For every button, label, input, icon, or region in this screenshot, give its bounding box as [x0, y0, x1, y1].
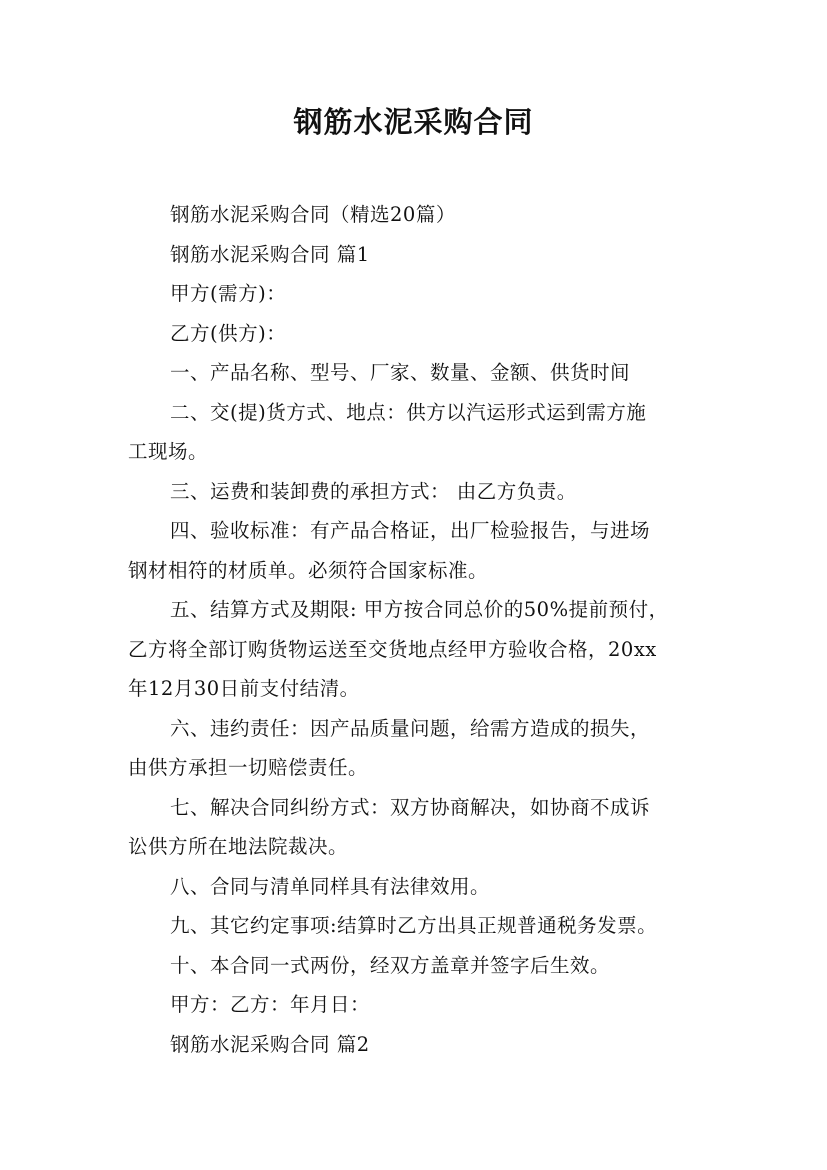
document-title: 钢筋水泥采购合同 — [293, 105, 534, 139]
signature-line: 甲方：乙方：年月日： — [170, 993, 371, 1016]
clause-5-line-3: 年12月30日前支付结清。 — [128, 677, 360, 700]
party-b-line: 乙方(供方)： — [170, 321, 287, 345]
clause-3: 三、运费和装卸费的承担方式： 由乙方负责。 — [170, 479, 577, 503]
clause-1: 一、产品名称、型号、厂家、数量、金额、供货时间 — [170, 361, 631, 384]
clause-2-line-1: 二、交(提)货方式、地点：供方以汽运形式运到需方施 — [170, 400, 647, 424]
section-heading: 钢筋水泥采购合同 篇1 — [170, 242, 370, 266]
document-body — [128, 195, 718, 1064]
clause-6-line-1: 六、违约责任：因产品质量问题，给需方造成的损失， — [170, 716, 651, 740]
clause-5-line-1: 五、结算方式及期限: 甲方按合同总价的50%提前预付， — [170, 598, 669, 621]
clause-2-line-2: 工现场。 — [128, 440, 209, 463]
clause-6-line-2: 由供方承担一切赔偿责任。 — [128, 756, 369, 779]
clause-7-line-1: 七、解决合同纠纷方式：双方协商解决，如协商不成诉 — [170, 795, 651, 819]
clause-4-line-1: 四、验收标准：有产品合格证，出厂检验报告，与进场 — [170, 519, 651, 542]
subtitle-line: 钢筋水泥采购合同（精选20篇） — [170, 203, 456, 226]
clause-10: 十、本合同一式两份，经双方盖章并签字后生效。 — [170, 953, 611, 977]
clause-9: 九、其它约定事项:结算时乙方出具正规普通税务发票。 — [170, 914, 658, 937]
clause-8: 八、合同与清单同样具有法律效用。 — [170, 874, 491, 898]
clause-7-line-2: 讼供方所在地法院裁决。 — [128, 835, 349, 858]
section-heading: 钢筋水泥采购合同 篇2 — [170, 1032, 370, 1056]
clause-5-line-2: 乙方将全部订购货物运送至交货地点经甲方验收合格，20xx — [128, 637, 657, 661]
clause-4-line-2: 钢材相符的材质单。必须符合国家标准。 — [128, 558, 489, 582]
party-a-line: 甲方(需方)： — [170, 282, 287, 305]
